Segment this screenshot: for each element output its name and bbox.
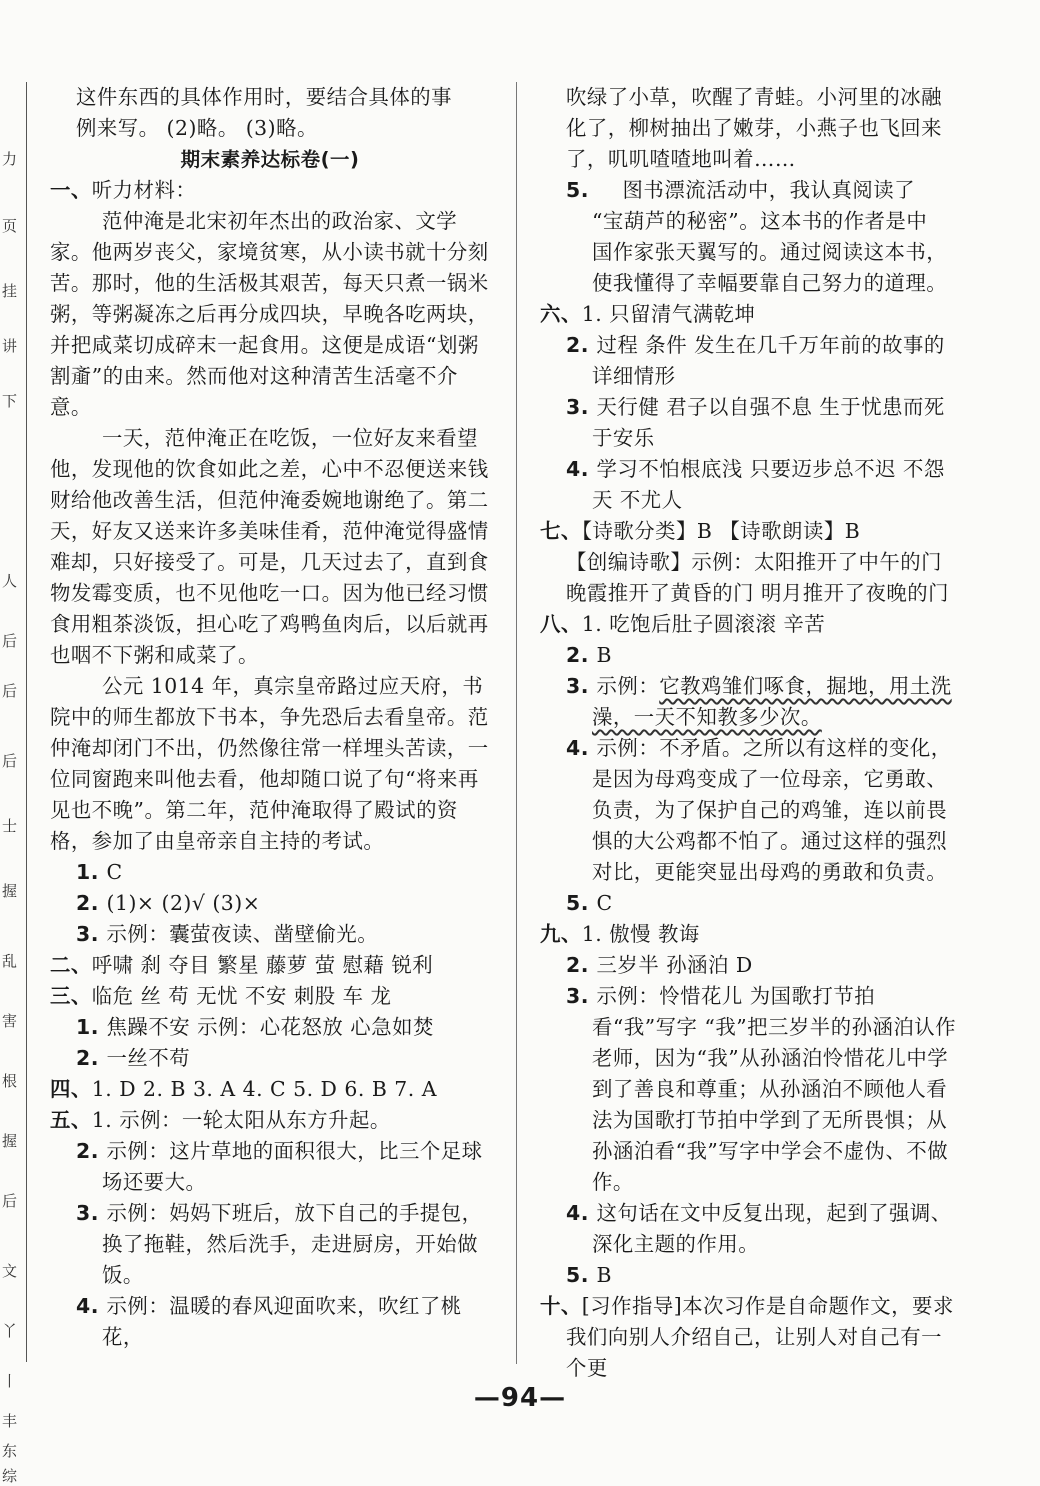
gutter-fragment: 挂: [2, 282, 18, 300]
left-paragraph: [50, 981, 490, 1012]
left-paragraph: [50, 1012, 490, 1043]
left-paragraph: [50, 671, 490, 857]
item-number: 2.: [566, 953, 597, 977]
text: 示例：温暖的春风迎面吹来，吹红了桃花，: [102, 1294, 462, 1349]
text: 示例：不矛盾。之所以有这样的变化，是因为母鸡变成了一位母亲，它勇敢、负责，为了保护自己的鸡雏，连以前畏惧的大公鸡都不怕了。通过这样的强烈对比，更能突显出母鸡的勇敢和负责。: [592, 736, 952, 884]
right-paragraph: [540, 671, 960, 733]
gutter-fragment: 丫: [2, 1322, 18, 1340]
text: 吹绿了小草，吹醒了青蛙。小河里的冰融化了，柳树抽出了嫩芽，小燕子也飞回来了，叽叽喳喳地叫着……: [566, 85, 943, 171]
answer-five-5: [540, 175, 960, 299]
right-paragraph: [540, 888, 960, 919]
r5-line-3: 国作家张天翼写的。通过阅读这本书，: [592, 240, 948, 264]
right-paragraph: [540, 733, 960, 888]
text: 过程 条件 发生在几千万年前的故事的详细情形: [592, 333, 945, 388]
text: 焦躁不安 示例：心花怒放 心急如焚: [106, 1015, 434, 1039]
gutter-fragment: 人: [2, 572, 18, 590]
item-number: 3.: [566, 395, 597, 419]
item-number: 5.: [566, 1263, 597, 1287]
gutter-fragment: 力: [2, 150, 18, 168]
gutter-fragment: 士: [2, 817, 18, 835]
item-number: 四、: [50, 1077, 92, 1101]
gutter-fragment: 害: [2, 1012, 18, 1030]
text: 示例：这片草地的面积很大，比三个足球场还要大。: [102, 1139, 483, 1194]
text: 1. 傲慢 教诲: [581, 922, 700, 946]
text: 三岁半 孙涵泊 D: [596, 953, 753, 977]
item-number: 4.: [566, 736, 597, 760]
gutter-fragment: 后: [2, 1192, 18, 1210]
text: 示例：妈妈下班后，放下自己的手提包，换了拖鞋，然后洗手，走进厨房，开始做饭。: [102, 1201, 483, 1287]
left-paragraph: [50, 175, 490, 206]
item-number: 2.: [566, 333, 597, 357]
gutter-fragment: 后: [2, 752, 18, 770]
text: 1. 吃饱后肚子圆滚滚 辛苦: [581, 612, 826, 636]
left-paragraph: [50, 1136, 490, 1198]
wavy-underlined-text: 它教鸡雏们啄食，掘地，用土洗澡，一天不知教多少次。: [592, 674, 952, 729]
text: 一丝不苟: [106, 1046, 191, 1070]
right-paragraph: [540, 330, 960, 392]
item-number: 3.: [76, 1201, 107, 1225]
left-paragraph: [50, 919, 490, 950]
right-paragraph: [540, 950, 960, 981]
right-paragraph: [540, 981, 960, 1198]
text: 1. D 2. B 3. A 4. C 5. D 6. B 7. A: [91, 1077, 437, 1101]
item-number: 5.: [566, 178, 597, 202]
right-paragraph: [540, 919, 960, 950]
item-number: 七、: [540, 519, 582, 543]
gutter-fragment: 根: [2, 1072, 18, 1090]
text: 1. 示例：一轮太阳从东方升起。: [91, 1108, 391, 1132]
answer-prefix: 示例：: [596, 674, 660, 698]
gutter-line: [26, 82, 27, 1362]
item-number: 3.: [566, 984, 597, 1008]
right-paragraph: [540, 1291, 960, 1384]
text: [习作指导]本次习作是自命题作文，要求我们向别人介绍自己，让别人对自己有一个更: [566, 1294, 954, 1380]
text: 呼啸 刹 夺目 繁星 藤萝 萤 慰藉 锐利: [91, 953, 434, 977]
item-number: 三、: [50, 984, 92, 1008]
gutter-fragment: 握: [2, 1132, 18, 1150]
left-paragraph: [50, 1198, 490, 1291]
left-paragraph: [50, 144, 490, 175]
left-paragraph: [50, 423, 490, 671]
left-paragraph: [50, 82, 490, 113]
text: 范仲淹是北宋初年杰出的政治家、文学家。他两岁丧父，家境贫寒，从小读书就十分刻苦。那时，他的生活极其艰苦，每天只煮一锅米粥，等粥凝冻之后再分成四块，早晚各吃两块，并把咸菜切成碎末一起食用。这便是成语“划粥割齑”的由来。然而他对这种清苦生活毫不介意。: [50, 209, 489, 419]
item-number: 3.: [566, 674, 597, 698]
r5-line-2: “宝葫芦的秘密”。这本书的作者是中: [592, 209, 928, 233]
gutter-fragment: 后: [2, 682, 18, 700]
text: B: [596, 643, 613, 667]
gutter-fragment: 握: [2, 882, 18, 900]
text: C: [596, 891, 613, 915]
item-number: 4.: [76, 1294, 107, 1318]
r5-line-1: 图书漂流活动中，我认真阅读了: [622, 178, 916, 202]
text: 这句话在文中反复出现，起到了强调、深化主题的作用。: [592, 1201, 952, 1256]
gutter-fragment: 乱: [2, 952, 18, 970]
text: (1)× (2)√ (3)×: [106, 891, 261, 915]
left-paragraph: [50, 1105, 490, 1136]
item-number: 5.: [566, 891, 597, 915]
left-paragraph: [50, 113, 490, 144]
text: 例来写。 (2)略。 (3)略。: [76, 116, 318, 140]
left-paragraph: [50, 1074, 490, 1105]
item-number: 一、: [50, 178, 92, 202]
right-paragraph: [540, 392, 960, 454]
text: 公元 1014 年，真宗皇帝路过应天府，书院中的师生都放下书本，争先恐后去看皇帝。范仲淹却闭门不出，仍然像往常一样埋头苦读，一位同窗跑来叫他去看，他却随口说了句“将来再见也不晚”。第二年，范仲淹取得了殿试的资格，参加了由皇帝亲自主持的考试。: [50, 674, 489, 853]
right-paragraph: [540, 1198, 960, 1260]
text: 天行健 君子以自强不息 生于忧患而死于安乐: [592, 395, 945, 450]
item-number: 3.: [76, 922, 107, 946]
right-paragraph: [540, 1260, 960, 1291]
item-number: 2.: [76, 1139, 107, 1163]
item-number: 五、: [50, 1108, 92, 1132]
item-number: 2.: [566, 643, 597, 667]
right_top-paragraph: [540, 82, 960, 175]
item-number: 1.: [76, 1015, 107, 1039]
text: B: [596, 1263, 613, 1287]
text: 一天，范仲淹正在吃饭，一位好友来看望他，发现他的饮食如此之差，心中不忍便送来钱财给他改善生活，但范仲淹委婉地谢绝了。第二天，好友又送来许多美味佳肴，范仲淹觉得盛情难却，只好接受了。可是，几天过去了，直到食物发霉变质，也不见他吃一口。因为他已经习惯食用粗茶淡饭，担心吃了鸡鸭鱼肉后，以后就再也咽不下粥和咸菜了。: [50, 426, 489, 667]
text: 这件东西的具体作用时，要结合具体的事: [76, 85, 453, 109]
page-number: —94—: [473, 1383, 567, 1413]
gutter-fragment: 丰: [2, 1412, 18, 1430]
r5-line-4: 使我懂得了幸幅要靠自己努力的道理。: [592, 271, 948, 295]
text: 1. 只留清气满乾坤: [581, 302, 756, 326]
text: 示例：怜惜花儿 为国歌打节拍 看“我”写字 “我”把三岁半的孙涵泊认作老师，因为“我”从孙涵泊怜惜花儿中学到了善良和尊重；从孙涵泊不顾他人看法为国歌打节拍中学到了无所畏惧；从孙涵泊看“我”写字中学会不虚伪、不做作。: [592, 984, 957, 1194]
gutter-fragment: 综: [2, 1467, 18, 1485]
right-paragraph: [540, 609, 960, 640]
text: 期末素养达标卷(一): [180, 148, 360, 171]
right-paragraph: [540, 640, 960, 671]
left-paragraph: [50, 888, 490, 919]
item-number: 1.: [76, 860, 107, 884]
left-column: [50, 82, 490, 1353]
gutter-fragment: 丨: [2, 1372, 18, 1390]
item-number: 六、: [540, 302, 582, 326]
item-number: 十、: [540, 1294, 582, 1318]
text: C: [106, 860, 123, 884]
text: 听力材料：: [91, 178, 197, 202]
item-number: 2.: [76, 891, 107, 915]
item-number: 二、: [50, 953, 92, 977]
right-column: [540, 82, 960, 1384]
gutter-fragment: 文: [2, 1262, 18, 1280]
gutter-fragment: 东: [2, 1442, 18, 1460]
column-divider: [516, 82, 517, 1364]
item-number: 九、: [540, 922, 582, 946]
gutter-fragment: 下: [2, 392, 18, 410]
item-number: 4.: [566, 1201, 597, 1225]
text: 临危 丝 苟 无忧 不安 刺股 车 龙: [91, 984, 392, 1008]
left-paragraph: [50, 1291, 490, 1353]
item-number: 八、: [540, 612, 582, 636]
right-paragraph: [540, 516, 960, 547]
gutter-fragment: 页: [2, 217, 18, 235]
text: 示例：囊萤夜读、凿壁偷光。: [106, 922, 379, 946]
right-paragraph: [540, 454, 960, 516]
left-paragraph: [50, 857, 490, 888]
text: 【创编诗歌】示例：太阳推开了中午的门 晚霞推开了黄昏的门 明月推开了夜晚的门: [566, 550, 950, 605]
left-paragraph: [50, 950, 490, 981]
right-paragraph: [540, 299, 960, 330]
gutter-fragment: 讲: [2, 337, 18, 355]
gutter-fragment: 后: [2, 632, 18, 650]
text: 学习不怕根底浅 只要迈步总不迟 不怨天 不尤人: [592, 457, 945, 512]
right-paragraph: [540, 547, 960, 609]
binding-gutter: [0, 70, 18, 1485]
left-paragraph: [50, 1043, 490, 1074]
item-number: 2.: [76, 1046, 107, 1070]
item-number: 4.: [566, 457, 597, 481]
left-paragraph: [50, 206, 490, 423]
text: 【诗歌分类】B 【诗歌朗读】B: [581, 519, 861, 543]
